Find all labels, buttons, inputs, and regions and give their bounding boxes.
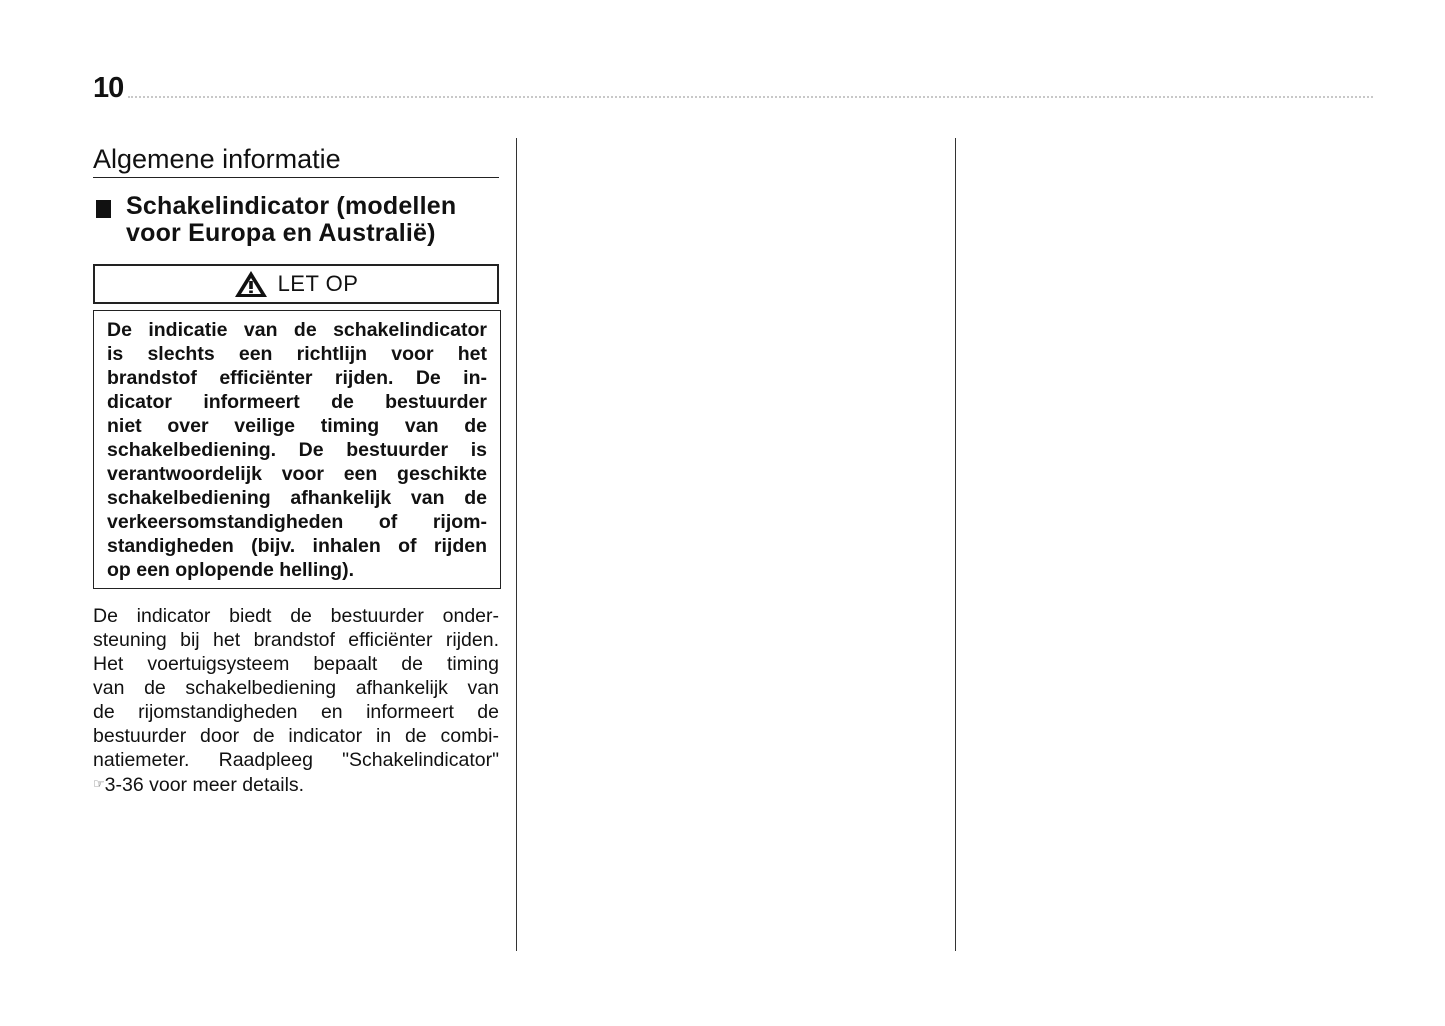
- section-title: Algemene informatie: [93, 143, 499, 178]
- warning-triangle-icon: [234, 270, 268, 298]
- body-text-line: van de schakelbediening afhankelijk van: [93, 677, 499, 699]
- column-divider-1: [516, 138, 517, 951]
- body-text-line: steuning bij het brandstof efficiënter rijden.: [93, 629, 499, 651]
- subsection-title-line: voor Europa en Australië): [126, 219, 436, 247]
- body-text-line: Het voertuigsysteem bepaalt de timing: [93, 653, 499, 675]
- caution-text-line: niet over veilige timing van de: [107, 415, 487, 437]
- caution-text-line: standigheden (bijv. inhalen of rijden: [107, 535, 487, 557]
- pointing-hand-icon: ☞: [93, 776, 105, 791]
- caution-text-line: De indicatie van de schakelindicator: [107, 319, 487, 341]
- page-number: 10: [93, 72, 124, 104]
- body-text-line: de rijomstandigheden en informeert de: [93, 701, 499, 723]
- body-text-line: bestuurder door de indicator in de combi-: [93, 725, 499, 747]
- column-divider-2: [955, 138, 956, 951]
- subsection-title-line: Schakelindicator (modellen: [126, 192, 457, 220]
- caution-text-line: is slechts een richtlijn voor het: [107, 343, 487, 365]
- caution-text-line: schakelbediening. De bestuurder is: [107, 439, 487, 461]
- caution-text-line: verantwoordelijk voor een geschikte: [107, 463, 487, 485]
- caution-text-line: op een oplopende helling).: [107, 559, 354, 581]
- caution-text-line: dicator informeert de bestuurder: [107, 391, 487, 413]
- page-reference-text: 3-36 voor meer details.: [104, 774, 305, 796]
- body-paragraph: [93, 604, 499, 796]
- body-text-line: natiemeter. Raadpleeg "Schakelindicator": [93, 749, 499, 771]
- subsection-heading: [96, 193, 496, 247]
- caution-text-line: brandstof efficiënter rijden. De in-: [107, 367, 487, 389]
- caution-header: [93, 264, 499, 304]
- square-bullet-icon: [96, 200, 111, 218]
- body-text-line: De indicator biedt de bestuurder onder-: [93, 605, 499, 627]
- header-divider: [128, 96, 1373, 98]
- page-reference[interactable]: [93, 772, 499, 796]
- caution-text-line: verkeersomstandigheden of rijom-: [107, 511, 487, 533]
- caution-label: LET OP: [277, 271, 359, 296]
- caution-text-line: schakelbediening afhankelijk van de: [107, 487, 487, 509]
- subsection-title: [126, 193, 456, 247]
- caution-box: [93, 310, 501, 589]
